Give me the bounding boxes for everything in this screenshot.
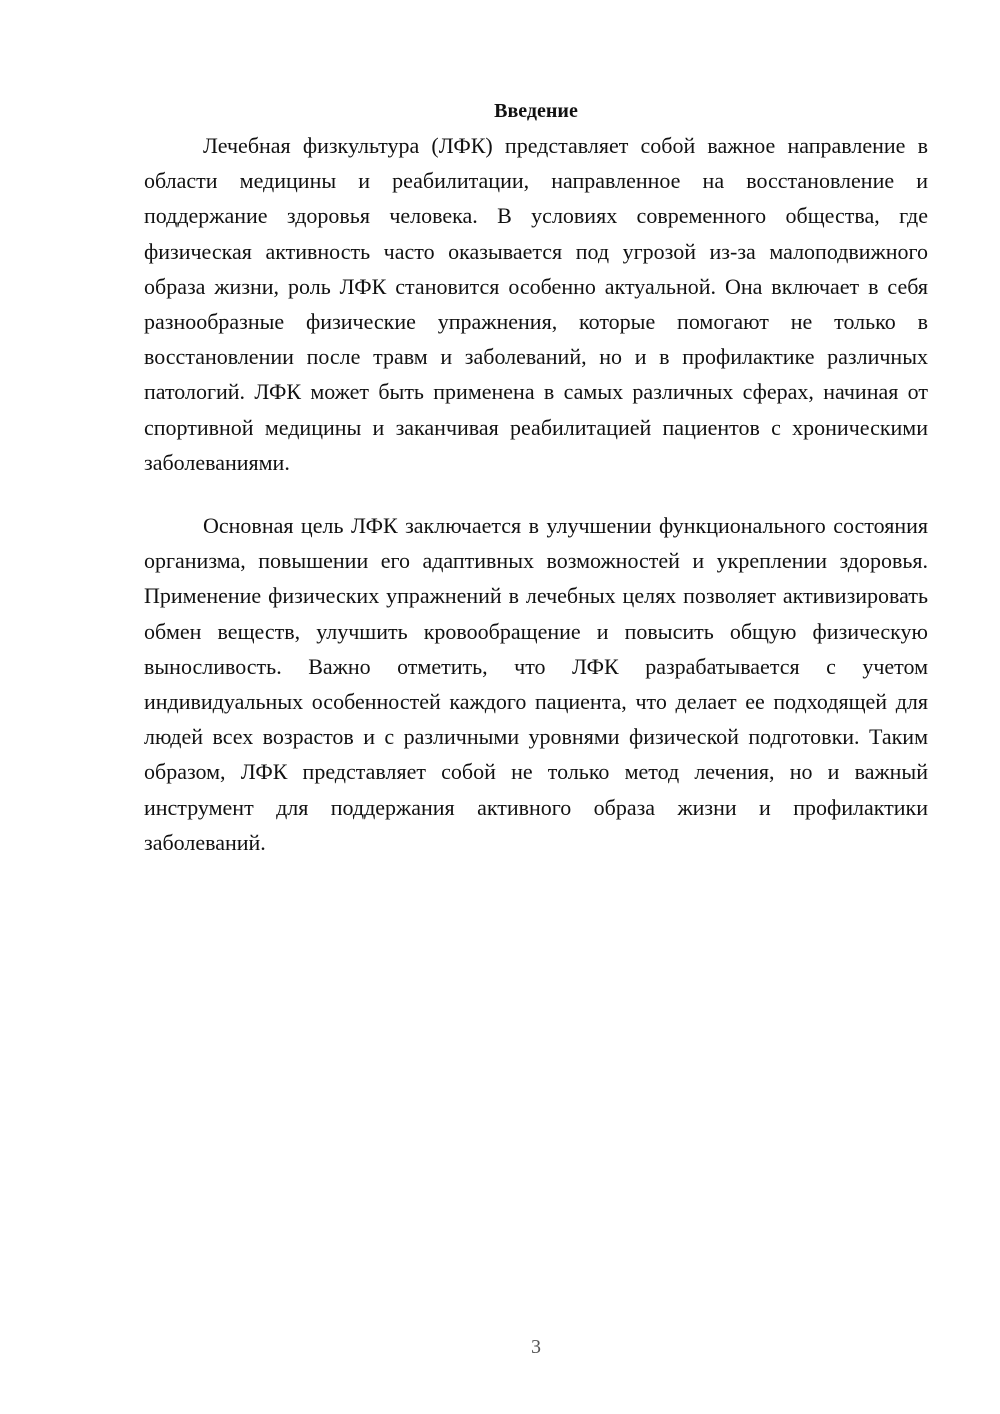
page-number: 3 <box>531 1336 541 1358</box>
paragraph-2: Основная цель ЛФК заключается в улучшении функционального состояния организма, повышении его адаптивных возможностей и укреплении здоровья. Применение физических упражнений в лечебных целях позволяет активизировать обмен веществ, улучшить кровообращение и повысить общую физическую выносливость. Важно отметить, что ЛФК разрабатывается с учетом индивидуальных особенностей каждого пациента, что делает ее подходящей для людей всех возрастов и с различными уровнями физической подготовки. Таким образом, ЛФК представляет собой не только метод лечения, но и важный инструмент для поддержания активного образа жизни и профилактики заболеваний. <box>144 513 928 855</box>
document-body <box>144 94 928 860</box>
paragraph-1: Лечебная физкультура (ЛФК) представляет собой важное направление в области медицины и реабилитации, направленное на восстановление и поддержание здоровья человека. В условиях современного общества, где физическая активность часто оказывается под угрозой из-за малоподвижного образа жизни, роль ЛФК становится особенно актуальной. Она включает в себя разнообразные физические упражнения, которые помогают не только в восстановлении после травм и заболеваний, но и в профилактике различных патологий. ЛФК может быть применена в самых различных сферах, начиная от спортивной медицины и заканчивая реабилитацией пациентов с хроническими заболеваниями. <box>144 133 928 475</box>
section-title: Введение <box>494 100 578 122</box>
